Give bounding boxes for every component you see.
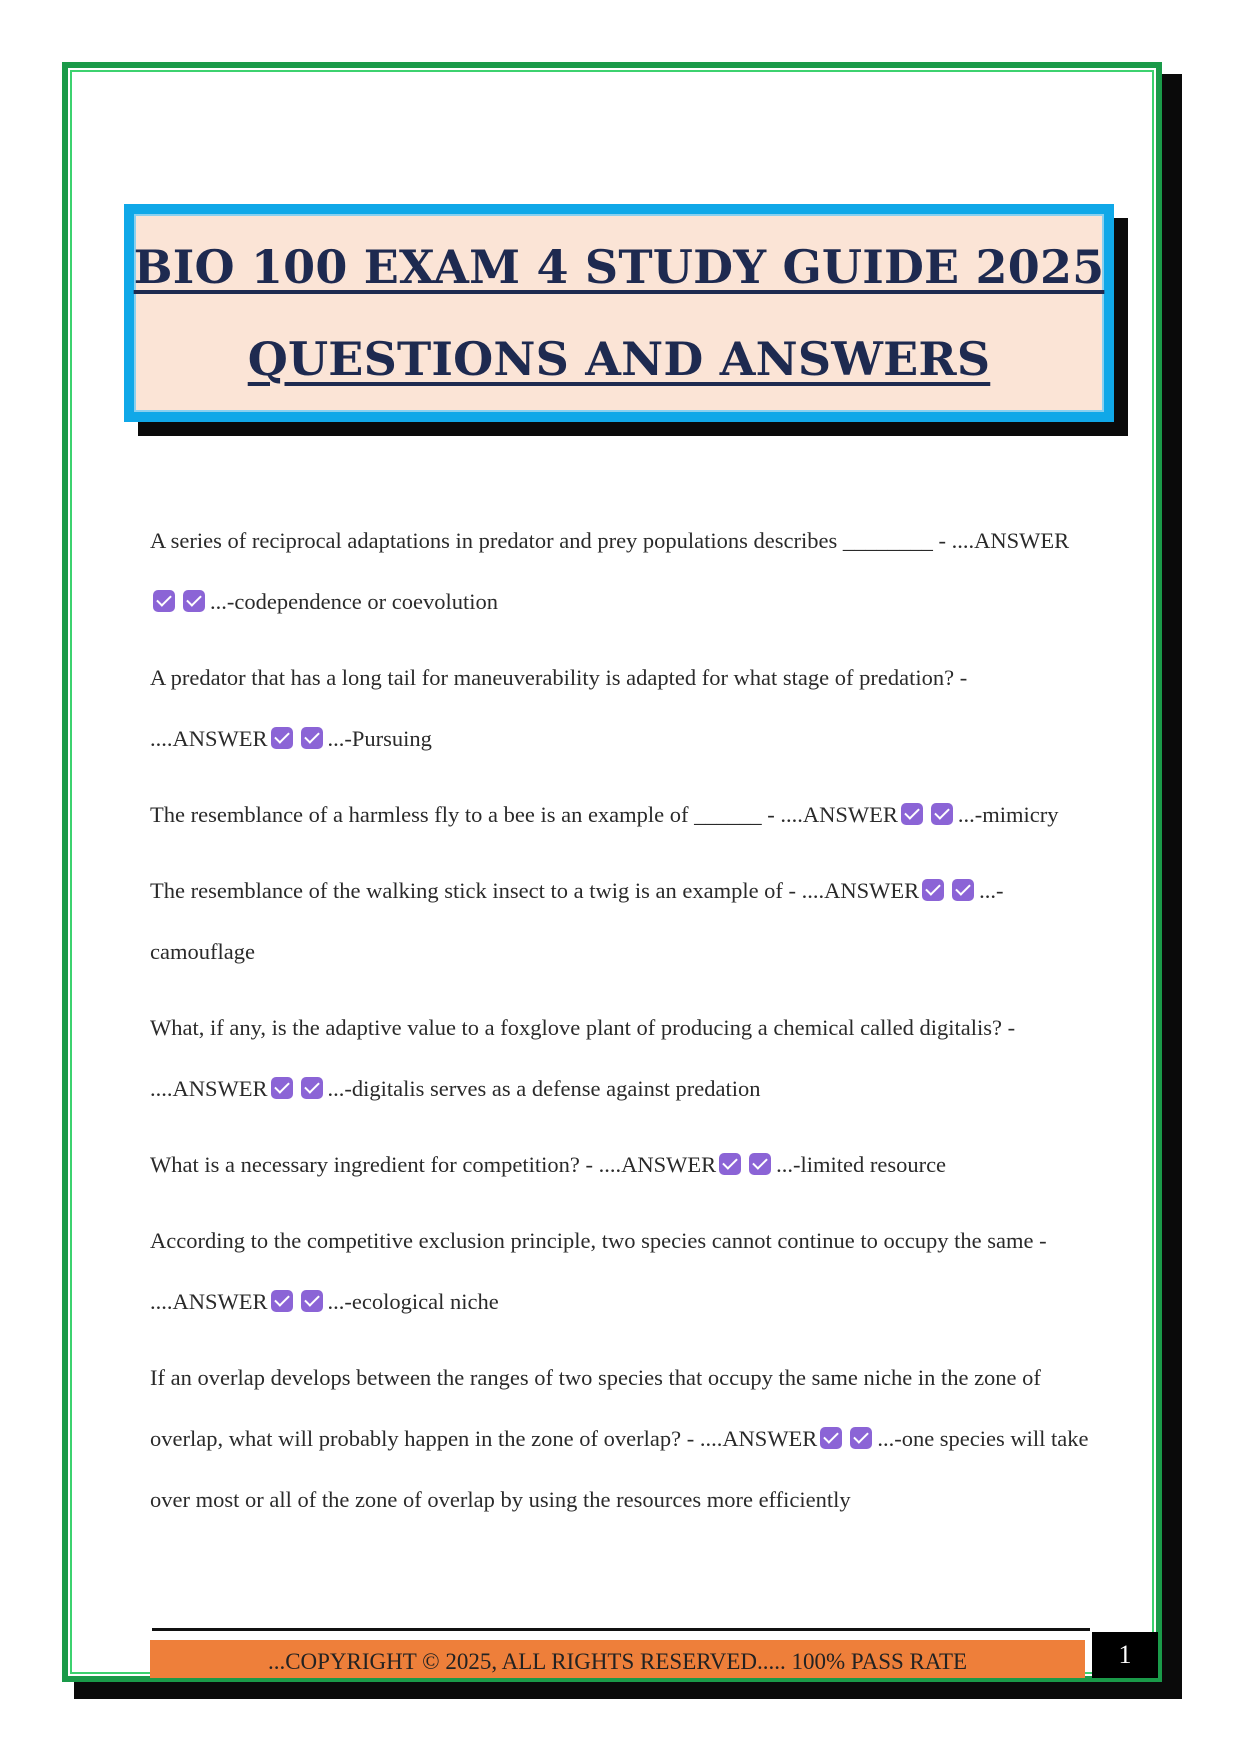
check-box-icon xyxy=(153,590,175,612)
answer-marker: ....ANSWER xyxy=(699,1426,818,1451)
answer-suffix: ...- xyxy=(327,1076,352,1101)
answer-suffix: ...- xyxy=(327,726,352,751)
title-line-2: QUESTIONS AND ANSWERS xyxy=(247,332,991,386)
answer-text: limited resource xyxy=(800,1152,947,1177)
qa-item xyxy=(150,1210,1090,1332)
check-box-icon xyxy=(952,879,974,901)
check-box-icon xyxy=(271,727,293,749)
title-inner xyxy=(134,214,1104,412)
answer-marker: ....ANSWER xyxy=(780,802,898,827)
answer-text: Pursuing xyxy=(351,726,432,751)
answer-marker: ....ANSWER xyxy=(598,1152,717,1177)
check-box-icon xyxy=(820,1427,842,1449)
question-text: The resemblance of a harmless fly to a bee is an example of ______ - xyxy=(150,802,781,827)
footer-copyright: ...COPYRIGHT © 2025, ALL RIGHTS RESERVED..... 100% PASS RATE xyxy=(267,1649,968,1674)
page-number-box xyxy=(1092,1632,1158,1678)
footer-bar xyxy=(150,1640,1085,1678)
qa-item xyxy=(150,860,1090,982)
check-box-icon xyxy=(850,1427,872,1449)
check-box-icon xyxy=(922,879,944,901)
qa-item xyxy=(150,510,1090,632)
qa-item xyxy=(150,647,1090,769)
question-text: A predator that has a long tail for maneuverability is adapted for what stage of predation? - xyxy=(150,665,968,690)
footer-divider xyxy=(152,1628,1090,1631)
answer-text: codependence or coevolution xyxy=(234,589,499,614)
answer-suffix: ...- xyxy=(979,878,1004,903)
question-text: What, if any, is the adaptive value to a foxglove plant of producing a chemical called digitalis? - xyxy=(150,1015,1016,1040)
question-text: What is a necessary ingredient for competition? - xyxy=(150,1152,599,1177)
qa-item xyxy=(150,784,1090,845)
answer-text: one species will take over most or all of the zone of overlap by using the resources more efficiently xyxy=(150,1426,1089,1512)
answer-text: camouflage xyxy=(150,939,255,964)
qa-item xyxy=(150,1347,1090,1530)
answer-suffix: ...- xyxy=(877,1426,902,1451)
answer-suffix: ...- xyxy=(776,1152,801,1177)
check-box-icon xyxy=(183,590,205,612)
qa-item xyxy=(150,997,1090,1119)
answer-text: mimicry xyxy=(982,802,1059,827)
title-line-1: BIO 100 EXAM 4 STUDY GUIDE 2025 xyxy=(133,240,1105,294)
check-box-icon xyxy=(271,1077,293,1099)
check-box-icon xyxy=(271,1290,293,1312)
answer-marker: ....ANSWER xyxy=(150,726,268,751)
answer-suffix: ...- xyxy=(957,802,983,827)
question-text: A series of reciprocal adaptations in predator and prey populations describes ________ - xyxy=(150,528,952,553)
answer-text: ecological niche xyxy=(351,1289,499,1314)
check-box-icon xyxy=(901,803,923,825)
check-box-icon xyxy=(719,1153,741,1175)
question-text: If an overlap develops between the ranges of two species that occupy the same niche in the zone of overlap, what will probably happen in the zone of overlap? - xyxy=(150,1365,1041,1451)
answer-marker: ....ANSWER xyxy=(951,528,1070,553)
check-box-icon xyxy=(749,1153,771,1175)
question-text: According to the competitive exclusion principle, two species cannot continue to occupy the same - xyxy=(150,1228,1047,1253)
answer-marker: ....ANSWER xyxy=(150,1289,268,1314)
qa-list xyxy=(150,510,1090,1545)
answer-marker: ....ANSWER xyxy=(150,1076,268,1101)
answer-marker: ....ANSWER xyxy=(801,878,920,903)
check-box-icon xyxy=(301,1077,323,1099)
check-box-icon xyxy=(301,727,323,749)
page-number: 1 xyxy=(1118,1640,1132,1669)
answer-suffix: ...- xyxy=(210,589,235,614)
title-banner xyxy=(124,204,1114,422)
check-box-icon xyxy=(301,1290,323,1312)
answer-suffix: ...- xyxy=(327,1289,352,1314)
check-box-icon xyxy=(931,803,953,825)
qa-item xyxy=(150,1134,1090,1195)
answer-text: digitalis serves as a defense against predation xyxy=(351,1076,761,1101)
question-text: The resemblance of the walking stick insect to a twig is an example of - xyxy=(150,878,802,903)
